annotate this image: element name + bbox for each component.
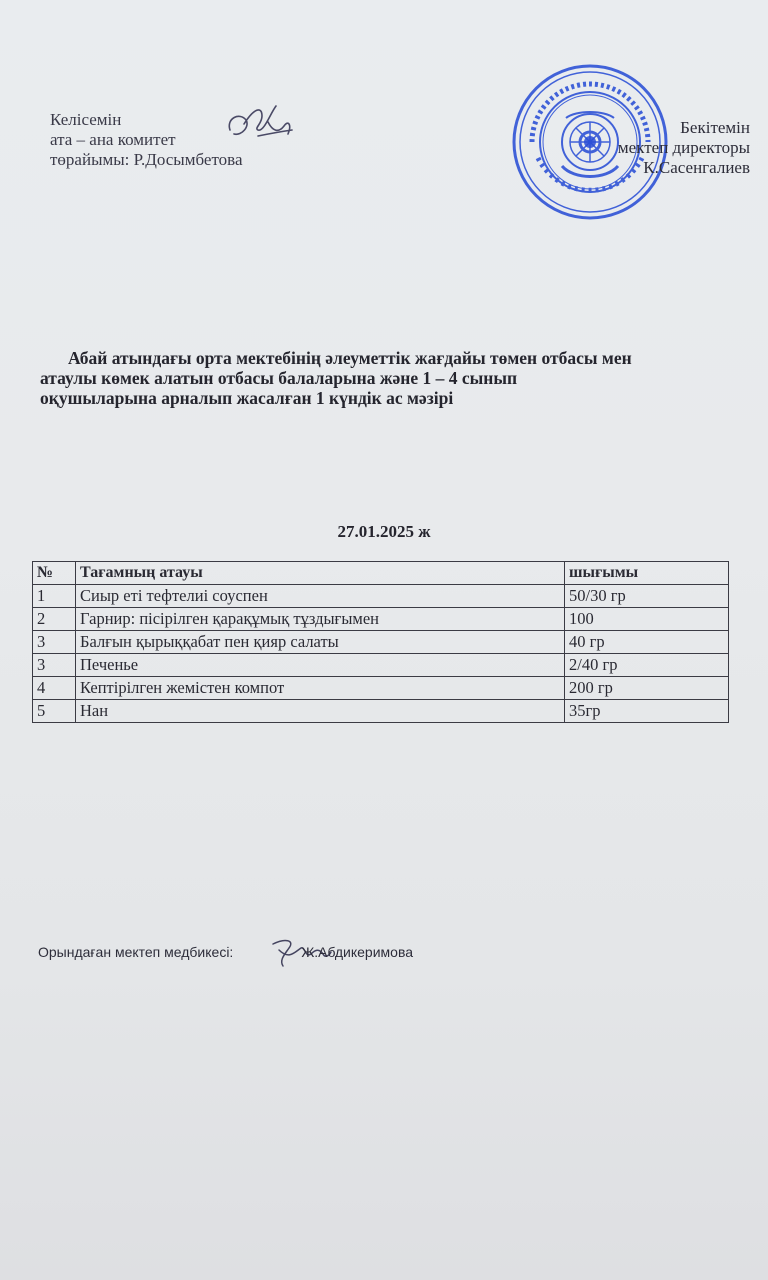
- title-line-2: атаулы көмек алатын отбасы балаларына және 1 – 4 сынып: [40, 368, 518, 388]
- cell-number: 3: [33, 654, 76, 677]
- table-row: [33, 585, 729, 608]
- nurse-role: Орындаған мектеп медбикесі:: [38, 944, 234, 960]
- agree-line-3: төрайымы: Р.Досымбетова: [50, 150, 243, 169]
- cell-dish: Гарнир: пісірілген қарақұмық тұздығымен: [76, 608, 565, 631]
- cell-dish: Кептірілген жемістен компот: [76, 677, 565, 700]
- nurse-name: Ж.Абдикеримова: [301, 944, 414, 960]
- table-row: [33, 631, 729, 654]
- table-row: [33, 654, 729, 677]
- cell-yield: 40 гр: [565, 631, 729, 654]
- header-number: №: [33, 562, 76, 585]
- title-line-1: Абай атындағы орта мектебінің әлеуметтік жағдайы төмен отбасы мен: [68, 348, 632, 368]
- table-row: [33, 677, 729, 700]
- header-yield: шығымы: [565, 562, 729, 585]
- approve-line-2: мектеп директоры: [617, 138, 750, 157]
- cell-yield: 2/40 гр: [565, 654, 729, 677]
- committee-signature: [218, 100, 298, 150]
- table-row: [33, 608, 729, 631]
- cell-dish: Нан: [76, 700, 565, 723]
- cell-yield: 35гр: [565, 700, 729, 723]
- cell-number: 4: [33, 677, 76, 700]
- cell-dish: Балғын қырыққабат пен қияр салаты: [76, 631, 565, 654]
- menu-table: [32, 561, 729, 723]
- cell-yield: 200 гр: [565, 677, 729, 700]
- table-header-row: [33, 562, 729, 585]
- header-dish-name: Тағамның атауы: [76, 562, 565, 585]
- cell-yield: 50/30 гр: [565, 585, 729, 608]
- approval-block: [590, 118, 750, 178]
- approve-line-3: К.Сасенгалиев: [643, 158, 750, 177]
- cell-yield: 100: [565, 608, 729, 631]
- cell-number: 5: [33, 700, 76, 723]
- cell-dish: Сиыр еті тефтелиі соуспен: [76, 585, 565, 608]
- cell-dish: Печенье: [76, 654, 565, 677]
- menu-title: [40, 348, 750, 408]
- agree-line-2: ата – ана комитет: [50, 130, 176, 149]
- approve-line-1: Бекітемін: [680, 118, 750, 137]
- footer-line: [38, 944, 413, 960]
- agree-line-1: Келісемін: [50, 110, 122, 129]
- title-line-3: оқушыларына арналып жасалған 1 күндік ас мәзірі: [40, 388, 454, 408]
- menu-date: 27.01.2025 ж: [337, 522, 431, 541]
- agreement-block: [50, 110, 243, 170]
- cell-number: 1: [33, 585, 76, 608]
- cell-number: 3: [33, 631, 76, 654]
- table-row: [33, 700, 729, 723]
- cell-number: 2: [33, 608, 76, 631]
